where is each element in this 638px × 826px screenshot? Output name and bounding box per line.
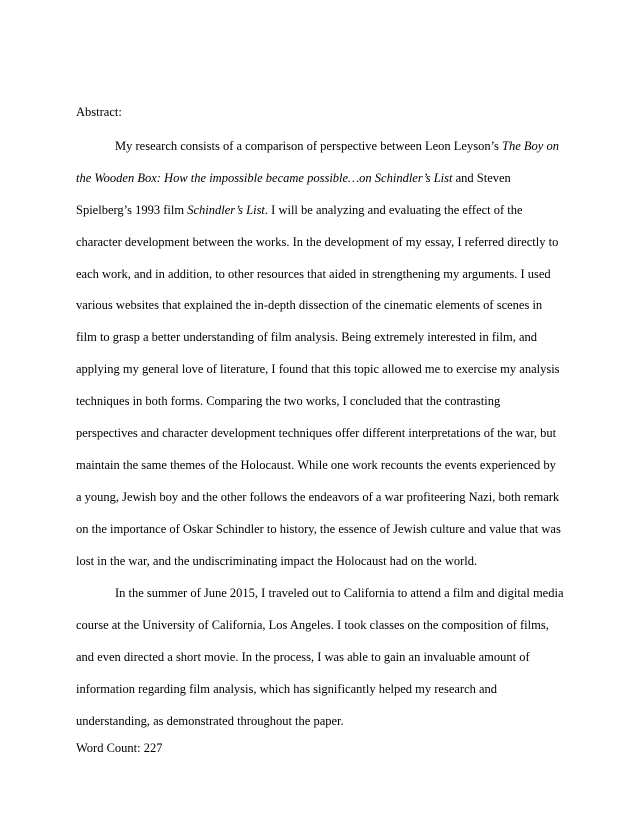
text-segment: My research consists of a comparison of perspective between Leon Leyson’s xyxy=(115,139,503,153)
text-segment: Spielberg’s 1993 film xyxy=(76,203,188,217)
book-title-part1: The Boy on xyxy=(502,139,559,153)
paragraph1-line13: on the importance of Oskar Schindler to history, the essence of Jewish culture and value that was xyxy=(76,522,561,536)
book-title-part2: the Wooden Box: How the impossible became possible…on Schindler’s List xyxy=(76,171,453,185)
paragraph2-line4: information regarding film analysis, which has significantly helped my research and xyxy=(76,682,498,696)
paragraph1-line12: a young, Jewish boy and the other follows the endeavors of a war profiteering Nazi, both remark xyxy=(76,490,560,504)
paragraph2-line5: understanding, as demonstrated throughout the paper. xyxy=(76,714,344,728)
paragraph1-line14: lost in the war, and the undiscriminating impact the Holocaust had on the world. xyxy=(76,554,478,568)
paragraph1-line5: each work, and in addition, to other resources that aided in strengthening my arguments. I used xyxy=(76,267,551,281)
paragraph2-line1: In the summer of June 2015, I traveled out to California to attend a film and digital media xyxy=(115,586,564,600)
word-count: Word Count: 227 xyxy=(76,741,163,755)
paragraph1-line6: various websites that explained the in-depth dissection of the cinematic elements of scenes in xyxy=(76,298,543,312)
paragraph1-line1 xyxy=(115,139,559,154)
film-title: Schindler’s List xyxy=(187,203,265,217)
paragraph1-line8: applying my general love of literature, I found that this topic allowed me to exercise my analysis xyxy=(76,362,560,376)
paragraph1-line7: film to grasp a better understanding of film analysis. Being extremely interested in film, and xyxy=(76,330,537,344)
text-segment: and Steven xyxy=(452,171,511,185)
paragraph2-line2: course at the University of California, Los Angeles. I took classes on the composition of films, xyxy=(76,618,549,632)
paragraph1-line11: maintain the same themes of the Holocaust. While one work recounts the events experienced by xyxy=(76,458,556,472)
text-segment: . I will be analyzing and evaluating the effect of the xyxy=(264,203,523,217)
paragraph1-line4: character development between the works. In the development of my essay, I referred directly to xyxy=(76,235,559,249)
paragraph1-line10: perspectives and character development techniques offer different interpretations of the war, but xyxy=(76,426,557,440)
paragraph1-line3 xyxy=(76,203,523,218)
paragraph1-line9: techniques in both forms. Comparing the two works, I concluded that the contrasting xyxy=(76,394,501,408)
paragraph1-line2 xyxy=(76,171,511,186)
paragraph2-line3: and even directed a short movie. In the process, I was able to gain an invaluable amount of xyxy=(76,650,530,664)
abstract-heading: Abstract: xyxy=(76,105,122,119)
